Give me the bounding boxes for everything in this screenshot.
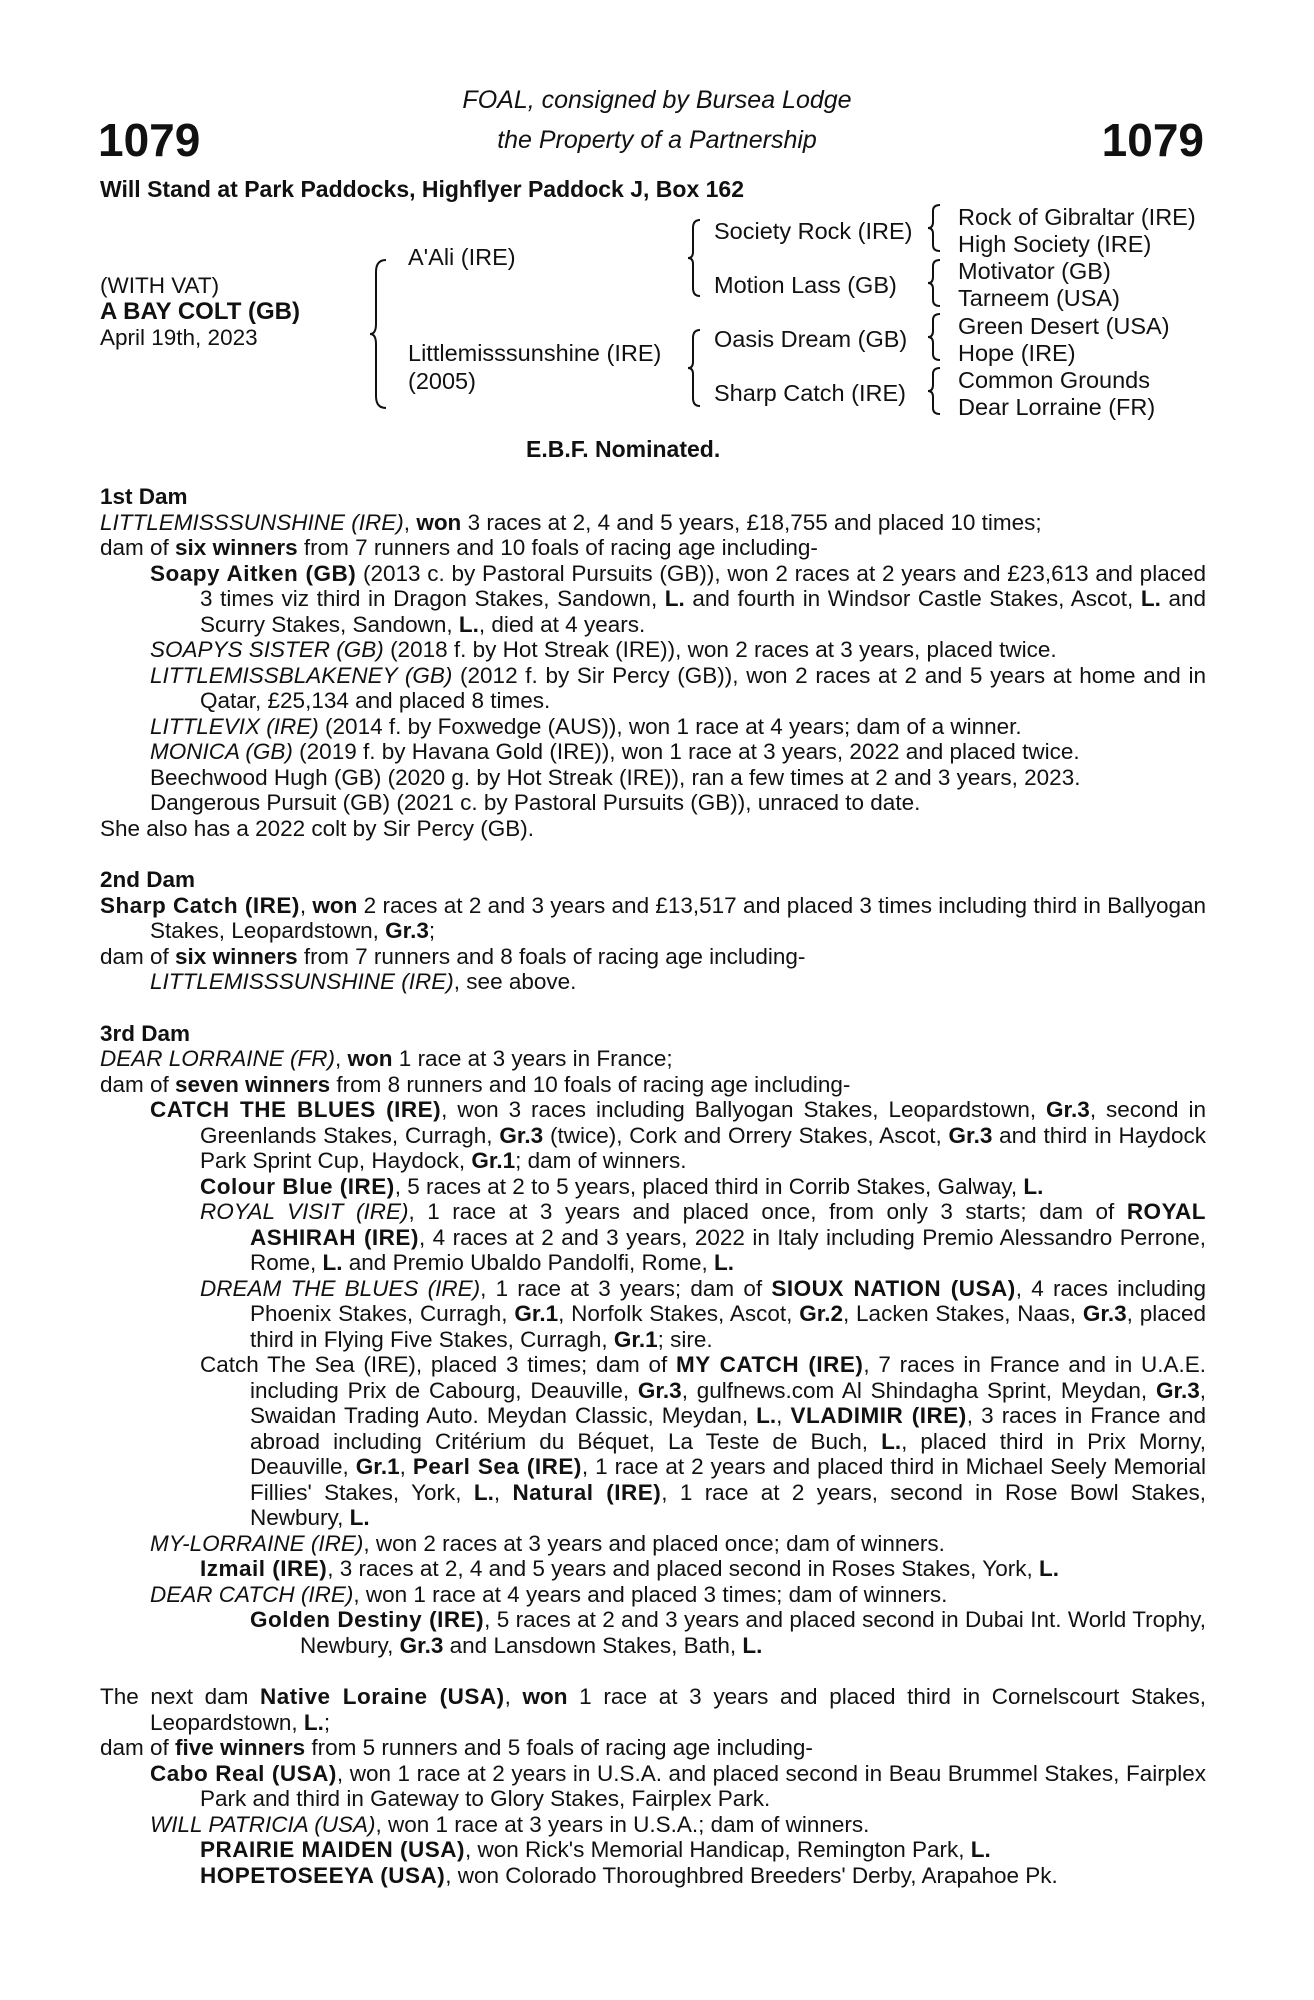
ebf-nominated: E.B.F. Nominated.	[526, 436, 721, 462]
pedigree-bracket-g1	[928, 203, 942, 253]
pedigree-g5: Green Desert (USA)	[958, 313, 1170, 339]
produce-hopetoseeya: HOPETOSEEYA (USA), won Colorado Thoroughbred Breeders' Derby, Arapahoe Pk.	[200, 1862, 1058, 1888]
pedigree-dam: Littlemisssunshine (IRE)	[408, 340, 662, 366]
produce-dangerous-pursuit: Dangerous Pursuit (GB) (2021 c. by Pastoral Pursuits (GB)), unraced to date.	[150, 790, 921, 815]
third-dam-heading: 3rd Dam	[100, 1020, 191, 1046]
pedigree-sire-sire: Society Rock (IRE)	[714, 218, 913, 244]
pedigree-g2: High Society (IRE)	[958, 231, 1152, 257]
horse-name: A BAY COLT (GB)	[100, 298, 301, 325]
third-dam-summary: DEAR LORRAINE (FR), won 1 race at 3 years in France;	[100, 1046, 673, 1071]
produce-soapys-sister: SOAPYS SISTER (GB) (2018 f. by Hot Streak (IRE)), won 2 races at 3 years, placed twice.	[150, 637, 1057, 662]
pedigree-g7: Common Grounds	[958, 367, 1150, 393]
pedigree-sire: A'Ali (IRE)	[408, 244, 516, 270]
produce-cabo-real: Cabo Real (USA), won 1 race at 2 years in U.S.A. and placed second in Beau Brummel Stakes, Fairplex Park and third in Gateway to Glory Stakes, Fairplex Park.	[150, 1760, 1206, 1811]
produce-colour-blue: Colour Blue (IRE), 5 races at 2 to 5 years, placed third in Corrib Stakes, Galway, L.	[200, 1173, 1044, 1199]
pedigree-bracket-g2	[928, 258, 942, 308]
first-dam-also: She also has a 2022 colt by Sir Percy (GB).	[100, 815, 534, 841]
pedigree-bracket-main	[370, 258, 390, 410]
produce-my-lorraine: MY-LORRAINE (IRE), won 2 races at 3 years and placed once; dam of winners.	[150, 1530, 945, 1556]
produce-littlevix: LITTLEVIX (IRE) (2014 f. by Foxwedge (AUS)), won 1 race at 4 years; dam of a winner.	[150, 713, 1022, 739]
consignment-line-2: the Property of a Partnership	[497, 126, 817, 154]
pedigree-g8: Dear Lorraine (FR)	[958, 394, 1156, 420]
produce-dream-the-blues: DREAM THE BLUES (IRE), 1 race at 3 years; dam of SIOUX NATION (USA), 4 races including Phoenix Stakes, Curragh, Gr.1, Norfolk Stakes, Ascot, Gr.2, Lacken Stakes, Naas, Gr.3, placed third in Flying Five Stakes, Curragh, Gr.1; sire.	[200, 1275, 1207, 1352]
foaling-date: April 19th, 2023	[100, 325, 258, 350]
next-dam-summary: The next dam Native Loraine (USA), won 1 race at 3 years and placed third in Cornelscourt Stakes, Leopardstown, L.;	[100, 1684, 1206, 1735]
second-dam-produce-intro: dam of six winners from 7 runners and 8 foals of racing age including-	[100, 943, 806, 969]
pedigree-g1: Rock of Gibraltar (IRE)	[958, 204, 1196, 230]
pedigree-g6: Hope (IRE)	[958, 340, 1076, 366]
pedigree-bracket-g4	[928, 366, 942, 416]
pedigree-dam-year: (2005)	[408, 368, 476, 394]
pedigree-dam-dam: Sharp Catch (IRE)	[714, 380, 906, 406]
produce-catch-the-blues: CATCH THE BLUES (IRE), won 3 races including Ballyogan Stakes, Leopardstown, Gr.3, second in Greenlands Stakes, Curragh, Gr.3 (twice), Cork and Orrery Stakes, Ascot, Gr.3 and third in Haydock Park Sprint Cup, Haydock, Gr.1; dam of winners.	[150, 1097, 1207, 1173]
first-dam-heading: 1st Dam	[100, 484, 188, 509]
pedigree-sire-dam: Motion Lass (GB)	[714, 272, 897, 298]
catalogue-body	[100, 484, 1206, 1888]
first-dam-summary: LITTLEMISSSUNSHINE (IRE), won 3 races at 2, 4 and 5 years, £18,755 and placed 10 times;	[100, 509, 1042, 535]
stand-location: Will Stand at Park Paddocks, Highflyer Paddock J, Box 162	[100, 176, 744, 202]
produce-monica: MONICA (GB) (2019 f. by Havana Gold (IRE)), won 1 race at 3 years, 2022 and placed twice.	[150, 739, 1080, 764]
second-dam-summary: Sharp Catch (IRE), won 2 races at 2 and 3 years and £13,517 and placed 3 times including third in Ballyogan Stakes, Leopardstown, Gr.3;	[100, 892, 1206, 943]
produce-prairie-maiden: PRAIRIE MAIDEN (USA), won Rick's Memorial Handicap, Remington Park, L.	[200, 1837, 991, 1862]
produce-will-patricia: WILL PATRICIA (USA), won 1 race at 3 years in U.S.A.; dam of winners.	[150, 1811, 870, 1837]
pedigree-g3: Motivator (GB)	[958, 258, 1111, 284]
second-dam-produce-littlemisssunshine: LITTLEMISSSUNSHINE (IRE), see above.	[150, 969, 577, 994]
pedigree-bracket-dam	[688, 328, 704, 408]
produce-littlemissblakeney: LITTLEMISSBLAKENEY (GB) (2012 f. by Sir Percy (GB)), won 2 races at 2 and 5 years at home and in Qatar, £25,134 and placed 8 times.	[150, 662, 1206, 713]
lot-number-right: 1079	[1101, 114, 1204, 166]
produce-golden-destiny: Golden Destiny (IRE), 5 races at 2 and 3 years and placed second in Dubai Int. World Trophy, Newbury, Gr.3 and Lansdown Stakes, Bath, L.	[250, 1607, 1206, 1658]
pedigree-g4: Tarneem (USA)	[958, 285, 1120, 311]
produce-dear-catch: DEAR CATCH (IRE), won 1 race at 4 years and placed 3 times; dam of winners.	[150, 1581, 948, 1607]
pedigree-bracket-sire	[688, 218, 704, 298]
produce-soapy-aitken: Soapy Aitken (GB) (2013 c. by Pastoral Pursuits (GB)), won 2 races at 2 years and £23,613 and placed 3 times viz third in Dragon Stakes, Sandown, L. and fourth in Windsor Castle Stakes, Ascot, L. and Scurry Stakes, Sandown, L., died at 4 years.	[150, 560, 1206, 637]
first-dam-produce-intro: dam of six winners from 7 runners and 10 foals of racing age including-	[100, 535, 818, 560]
produce-catch-the-sea: Catch The Sea (IRE), placed 3 times; dam of MY CATCH (IRE), 7 races in France and in U.A.E. including Prix de Cabourg, Deauville, Gr.3, gulfnews.com Al Shindagha Sprint, Meydan, Gr.3, Swaidan Trading Auto. Meydan Classic, Meydan, L., VLADIMIR (IRE), 3 races in France and abroad including Critérium du Béquet, La Teste de Buch, L., placed third in Prix Morny, Deauville, Gr.1, Pearl Sea (IRE), 1 race at 2 years and placed third in Michael Seely Memorial Fillies' Stakes, York, L., Natural (IRE), 1 race at 2 years, second in Rose Bowl Stakes, Newbury, L.	[200, 1352, 1206, 1530]
next-dam-produce-intro: dam of five winners from 5 runners and 5 foals of racing age including-	[100, 1735, 813, 1760]
pedigree-dam-sire: Oasis Dream (GB)	[714, 326, 908, 352]
pedigree-bracket-g3	[928, 312, 942, 362]
produce-royal-visit: ROYAL VISIT (IRE), 1 race at 3 years and placed once, from only 3 starts; dam of ROYAL ASHIRAH (IRE), 4 races at 2 and 3 years, 2022 in Italy including Premio Alessandro Perrone, Rome, L. and Premio Ubaldo Pandolfi, Rome, L.	[200, 1199, 1206, 1275]
second-dam-heading: 2nd Dam	[100, 867, 196, 892]
produce-izmail: Izmail (IRE), 3 races at 2, 4 and 5 years and placed second in Roses Stakes, York, L.	[200, 1556, 1059, 1581]
produce-beechwood-hugh: Beechwood Hugh (GB) (2020 g. by Hot Streak (IRE)), ran a few times at 2 and 3 years, 2023.	[150, 764, 1081, 790]
third-dam-produce-intro: dam of seven winners from 8 runners and 10 foals of racing age including-	[100, 1071, 851, 1097]
consignment-line-1: FOAL, consigned by Bursea Lodge	[462, 86, 852, 114]
lot-number-left: 1079	[98, 114, 201, 166]
vat-note: (WITH VAT)	[100, 273, 220, 298]
